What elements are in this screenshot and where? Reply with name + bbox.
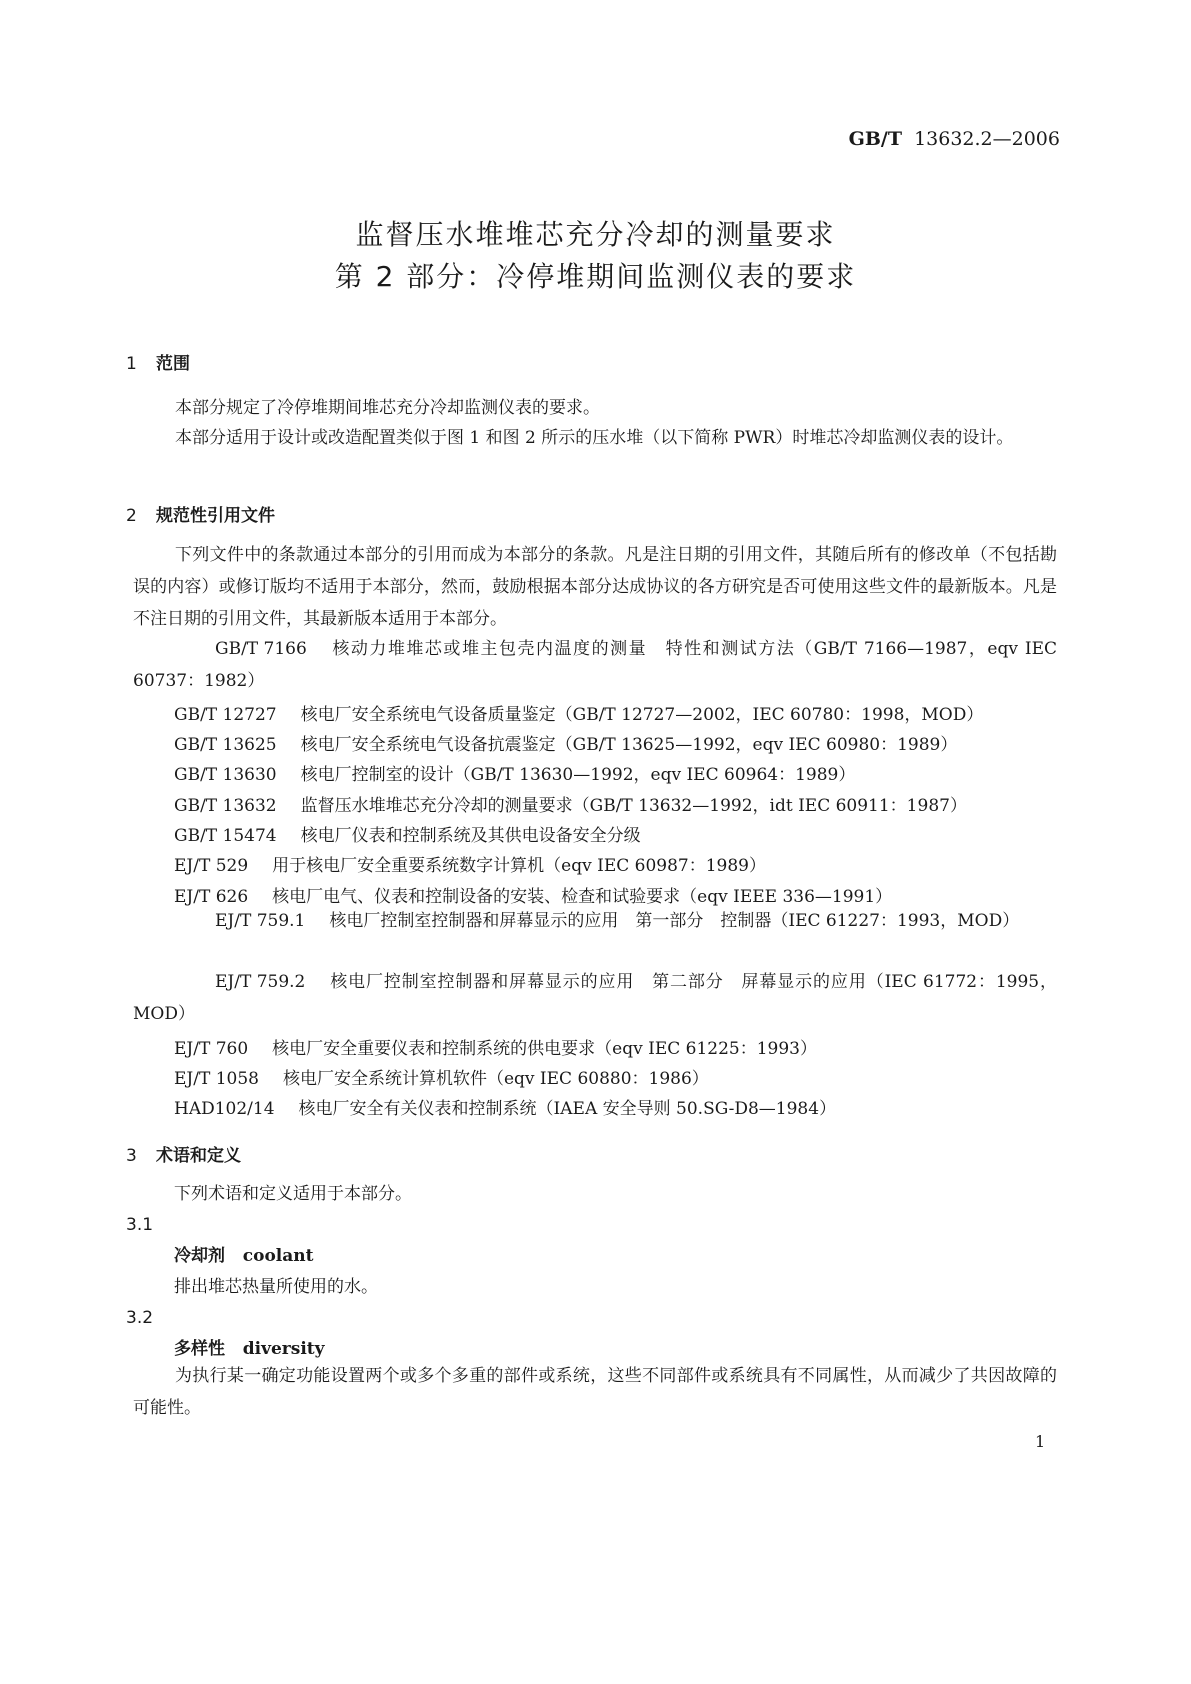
ref-gbt-12727: GB/T 12727 核电厂安全系统电气设备质量鉴定（GB/T 12727—2002，IEC 60780：1998，MOD） bbox=[174, 705, 984, 725]
section-3-title: 术语和定义 bbox=[156, 1146, 241, 1166]
ref-gbt-15474: GB/T 15474 核电厂仪表和控制系统及其供电设备安全分级 bbox=[174, 826, 641, 846]
section-1-paragraph-2: 本部分适用于设计或改造配置类似于图 1 和图 2 所示的压水堆（以下简称 PWR）时堆芯冷却监测仪表的设计。 bbox=[175, 428, 1014, 448]
ref-had102-14: HAD102/14 核电厂安全有关仪表和控制系统（IAEA 安全导则 50.SG-D8—1984） bbox=[174, 1099, 837, 1119]
term-3-1-en: coolant bbox=[242, 1246, 314, 1266]
ref-ejt-759-1: EJ/T 759.1 核电厂控制室控制器和屏幕显示的应用 第一部分 控制器（IEC 61227：1993，MOD） bbox=[215, 911, 1020, 931]
section-3-intro: 下列术语和定义适用于本部分。 bbox=[174, 1184, 412, 1204]
title-line-1: 监督压水堆堆芯充分冷却的测量要求 bbox=[355, 218, 836, 251]
section-1-number: 1 bbox=[126, 354, 137, 374]
section-3-heading bbox=[126, 1141, 241, 1166]
standard-header bbox=[849, 128, 1060, 150]
section-1-paragraph-1: 本部分规定了冷停堆期间堆芯充分冷却监测仪表的要求。 bbox=[175, 398, 600, 418]
section-3-number: 3 bbox=[126, 1146, 137, 1166]
standard-number: 13632.2—2006 bbox=[914, 128, 1060, 150]
title-line-2: 第 2 部分：冷停堆期间监测仪表的要求 bbox=[334, 260, 857, 293]
page-number: 1 bbox=[1035, 1432, 1046, 1451]
ref-ejt-759-2: EJ/T 759.2 核电厂控制室控制器和屏幕显示的应用 第二部分 屏幕显示的应用（IEC 61772：1995，MOD） bbox=[133, 972, 1057, 1024]
section-2-number: 2 bbox=[126, 506, 137, 526]
term-3-2-en: diversity bbox=[242, 1339, 325, 1359]
section-1-heading bbox=[126, 349, 190, 374]
section-1-title: 范围 bbox=[156, 354, 190, 374]
term-3-2-definition: 为执行某一确定功能设置两个或多个多重的部件或系统，这些不同部件或系统具有不同属性，从而减少了共因故障的可能性。 bbox=[133, 1366, 1057, 1418]
term-3-1-cn: 冷却剂 bbox=[174, 1246, 225, 1266]
section-2-heading bbox=[126, 501, 275, 526]
ref-ejt-626: EJ/T 626 核电厂电气、仪表和控制设备的安装、检查和试验要求（eqv IEEE 336—1991） bbox=[174, 887, 893, 907]
term-3-1-heading bbox=[174, 1240, 313, 1272]
term-3-1-number: 3.1 bbox=[126, 1215, 154, 1235]
term-3-2-cn: 多样性 bbox=[174, 1339, 225, 1359]
ref-gbt-13630: GB/T 13630 核电厂控制室的设计（GB/T 13630—1992，eqv IEC 60964：1989） bbox=[174, 765, 856, 785]
standard-code: GB/T bbox=[848, 128, 902, 150]
ref-gbt-13625: GB/T 13625 核电厂安全系统电气设备抗震鉴定（GB/T 13625—1992，eqv IEC 60980：1989） bbox=[174, 735, 958, 755]
ref-ejt-1058: EJ/T 1058 核电厂安全系统计算机软件（eqv IEC 60880：1986） bbox=[174, 1069, 709, 1089]
ref-ejt-760: EJ/T 760 核电厂安全重要仪表和控制系统的供电要求（eqv IEC 61225：1993） bbox=[174, 1039, 817, 1059]
term-3-2-number: 3.2 bbox=[126, 1308, 154, 1328]
ref-gbt-7166: GB/T 7166 核动力堆堆芯或堆主包壳内温度的测量 特性和测试方法（GB/T 7166—1987，eqv IEC 60737：1982） bbox=[133, 639, 1057, 691]
section-2-title: 规范性引用文件 bbox=[156, 506, 275, 526]
term-3-1-definition: 排出堆芯热量所使用的水。 bbox=[174, 1277, 378, 1297]
ref-ejt-529: EJ/T 529 用于核电厂安全重要系统数字计算机（eqv IEC 60987：1989） bbox=[174, 856, 766, 876]
ref-gbt-13632: GB/T 13632 监督压水堆堆芯充分冷却的测量要求（GB/T 13632—1992，idt IEC 60911：1987） bbox=[174, 796, 967, 816]
section-2-intro: 下列文件中的条款通过本部分的引用而成为本部分的条款。凡是注日期的引用文件，其随后所有的修改单（不包括勘误的内容）或修订版均不适用于本部分，然而，鼓励根据本部分达成协议的各方研究是否可使用这些文件的最新版本。凡是不注日期的引用文件，其最新版本适用于本部分。 bbox=[133, 545, 1057, 629]
